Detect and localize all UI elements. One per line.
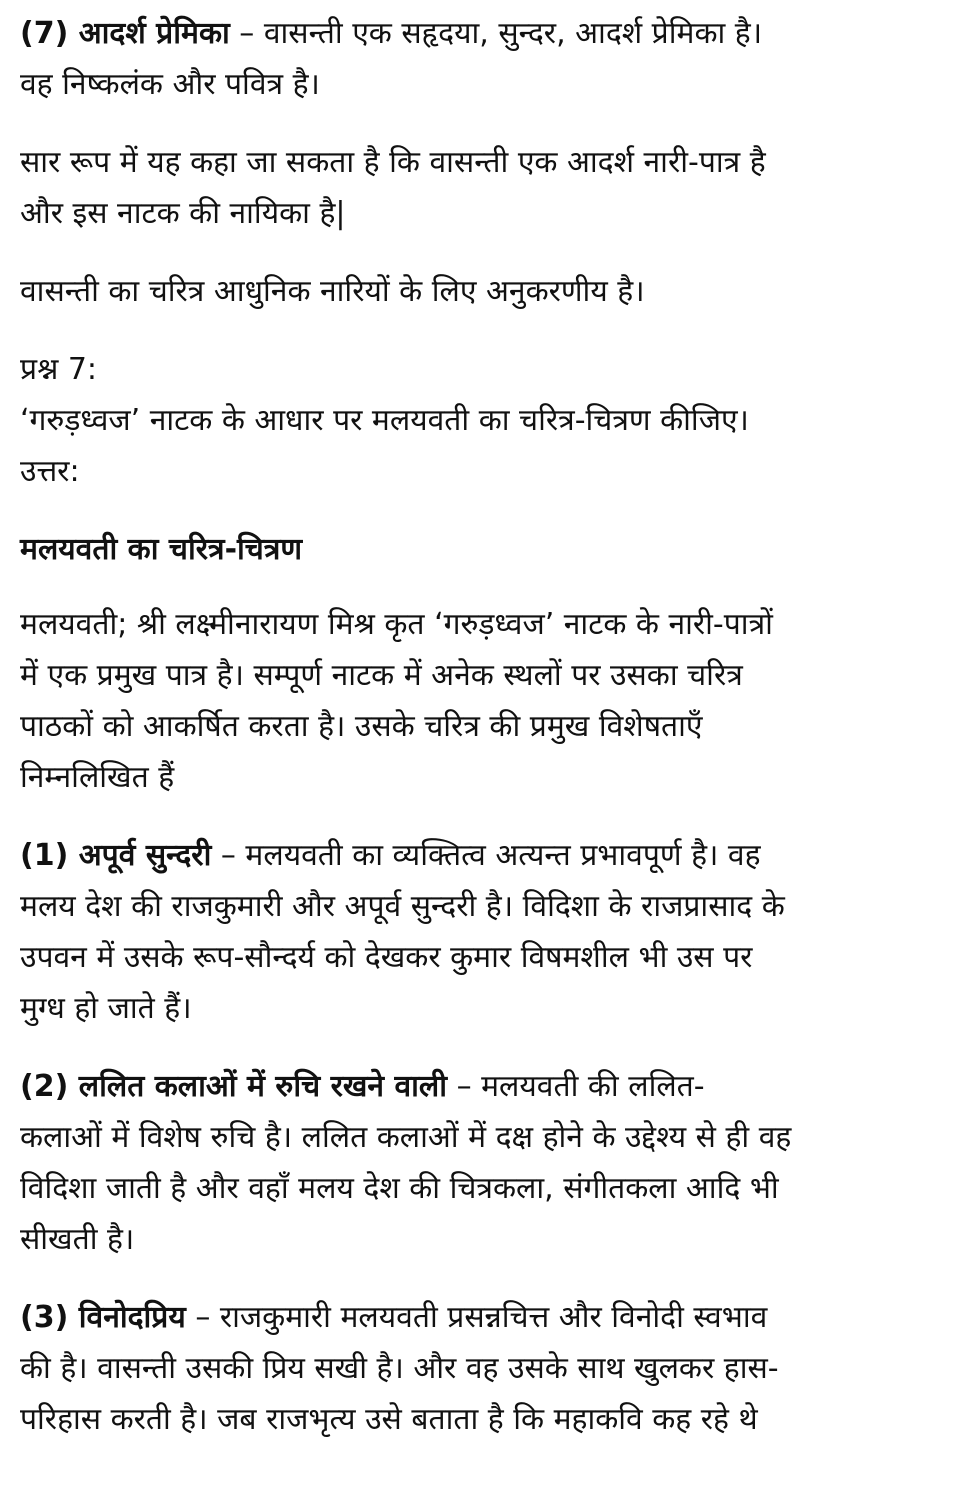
paragraph-line: कलाओं में विशेष रुचि है। ललित कलाओं में दक्ष होने के उद्देश्य से ही वह	[20, 1120, 792, 1155]
paragraph-text: – राजकुमारी मलयवती प्रसन्नचित्त और विनोदी स्वभाव	[185, 1300, 768, 1335]
paragraph-point-2	[20, 1061, 940, 1265]
paragraph-line	[20, 1061, 940, 1112]
document-page	[20, 8, 940, 1472]
question-label: प्रश्न 7:	[20, 352, 98, 387]
point-title: (2) ललित कलाओं में रुचि रखने वाली	[20, 1069, 448, 1104]
paragraph-line: परिहास करती है। जब राजभृत्य उसे बताता है कि महाकवि कह रहे थे	[20, 1402, 758, 1437]
paragraph-line: पाठकों को आकर्षित करता है। उसके चरित्र की प्रमुख विशेषताएँ	[20, 709, 703, 744]
paragraph-conclusion	[20, 266, 940, 317]
point-title: (1) अपूर्व सुन्दरी	[20, 838, 212, 873]
paragraph-line	[20, 8, 940, 59]
paragraph-line: वासन्ती का चरित्र आधुनिक नारियों के लिए अनुकरणीय है।	[20, 274, 645, 309]
paragraph-ideal-lover	[20, 8, 940, 110]
paragraph-point-3	[20, 1292, 940, 1445]
paragraph-text: – वासन्ती एक सहृदया, सुन्दर, आदर्श प्रेमिका है।	[229, 16, 763, 51]
paragraph-line: मलय देश की राजकुमारी और अपूर्व सुन्दरी है। विदिशा के राजप्रासाद के	[20, 889, 785, 924]
paragraph-line: सार रूप में यह कहा जा सकता है कि वासन्ती एक आदर्श नारी-पात्र है	[20, 145, 766, 180]
paragraph-point-1	[20, 830, 940, 1034]
paragraph-line: निम्नलिखित हैं	[20, 760, 175, 795]
question-block	[20, 344, 940, 497]
paragraph-line: में एक प्रमुख पात्र है। सम्पूर्ण नाटक में अनेक स्थलों पर उसका चरित्र	[20, 658, 743, 693]
paragraph-intro	[20, 599, 940, 803]
paragraph-text: – मलयवती की ललित-	[447, 1069, 705, 1104]
paragraph-line: और इस नाटक की नायिका है|	[20, 196, 346, 231]
paragraph-line: सीखती है।	[20, 1222, 135, 1257]
paragraph-line	[20, 1292, 940, 1343]
point-title: (3) विनोदप्रिय	[20, 1300, 186, 1335]
paragraph-line: विदिशा जाती है और वहाँ मलय देश की चित्रकला, संगीतकला आदि भी	[20, 1171, 779, 1206]
paragraph-line: मुग्ध हो जाते हैं।	[20, 991, 192, 1026]
paragraph-line: मलयवती; श्री लक्ष्मीनारायण मिश्र कृत ‘गरुड़ध्वज’ नाटक के नारी-पात्रों	[20, 607, 773, 642]
paragraph-line	[20, 830, 940, 881]
paragraph-summary	[20, 137, 940, 239]
paragraph-line: उपवन में उसके रूप-सौन्दर्य को देखकर कुमार विषमशील भी उस पर	[20, 940, 753, 975]
question-text: ‘गरुड़ध्वज’ नाटक के आधार पर मलयवती का चरित्र-चित्रण कीजिए।	[20, 403, 749, 438]
section-heading: मलयवती का चरित्र-चित्रण	[20, 532, 303, 567]
paragraph-line: वह निष्कलंक और पवित्र है।	[20, 67, 320, 102]
paragraph-line: की है। वासन्ती उसकी प्रिय सखी है। और वह उसके साथ खुलकर हास-	[20, 1351, 779, 1386]
answer-label: उत्तर:	[20, 454, 80, 489]
paragraph-text: – मलयवती का व्यक्तित्व अत्यन्त प्रभावपूर्ण है। वह	[211, 838, 761, 873]
point-title: (7) आदर्श प्रेमिका	[20, 16, 230, 51]
